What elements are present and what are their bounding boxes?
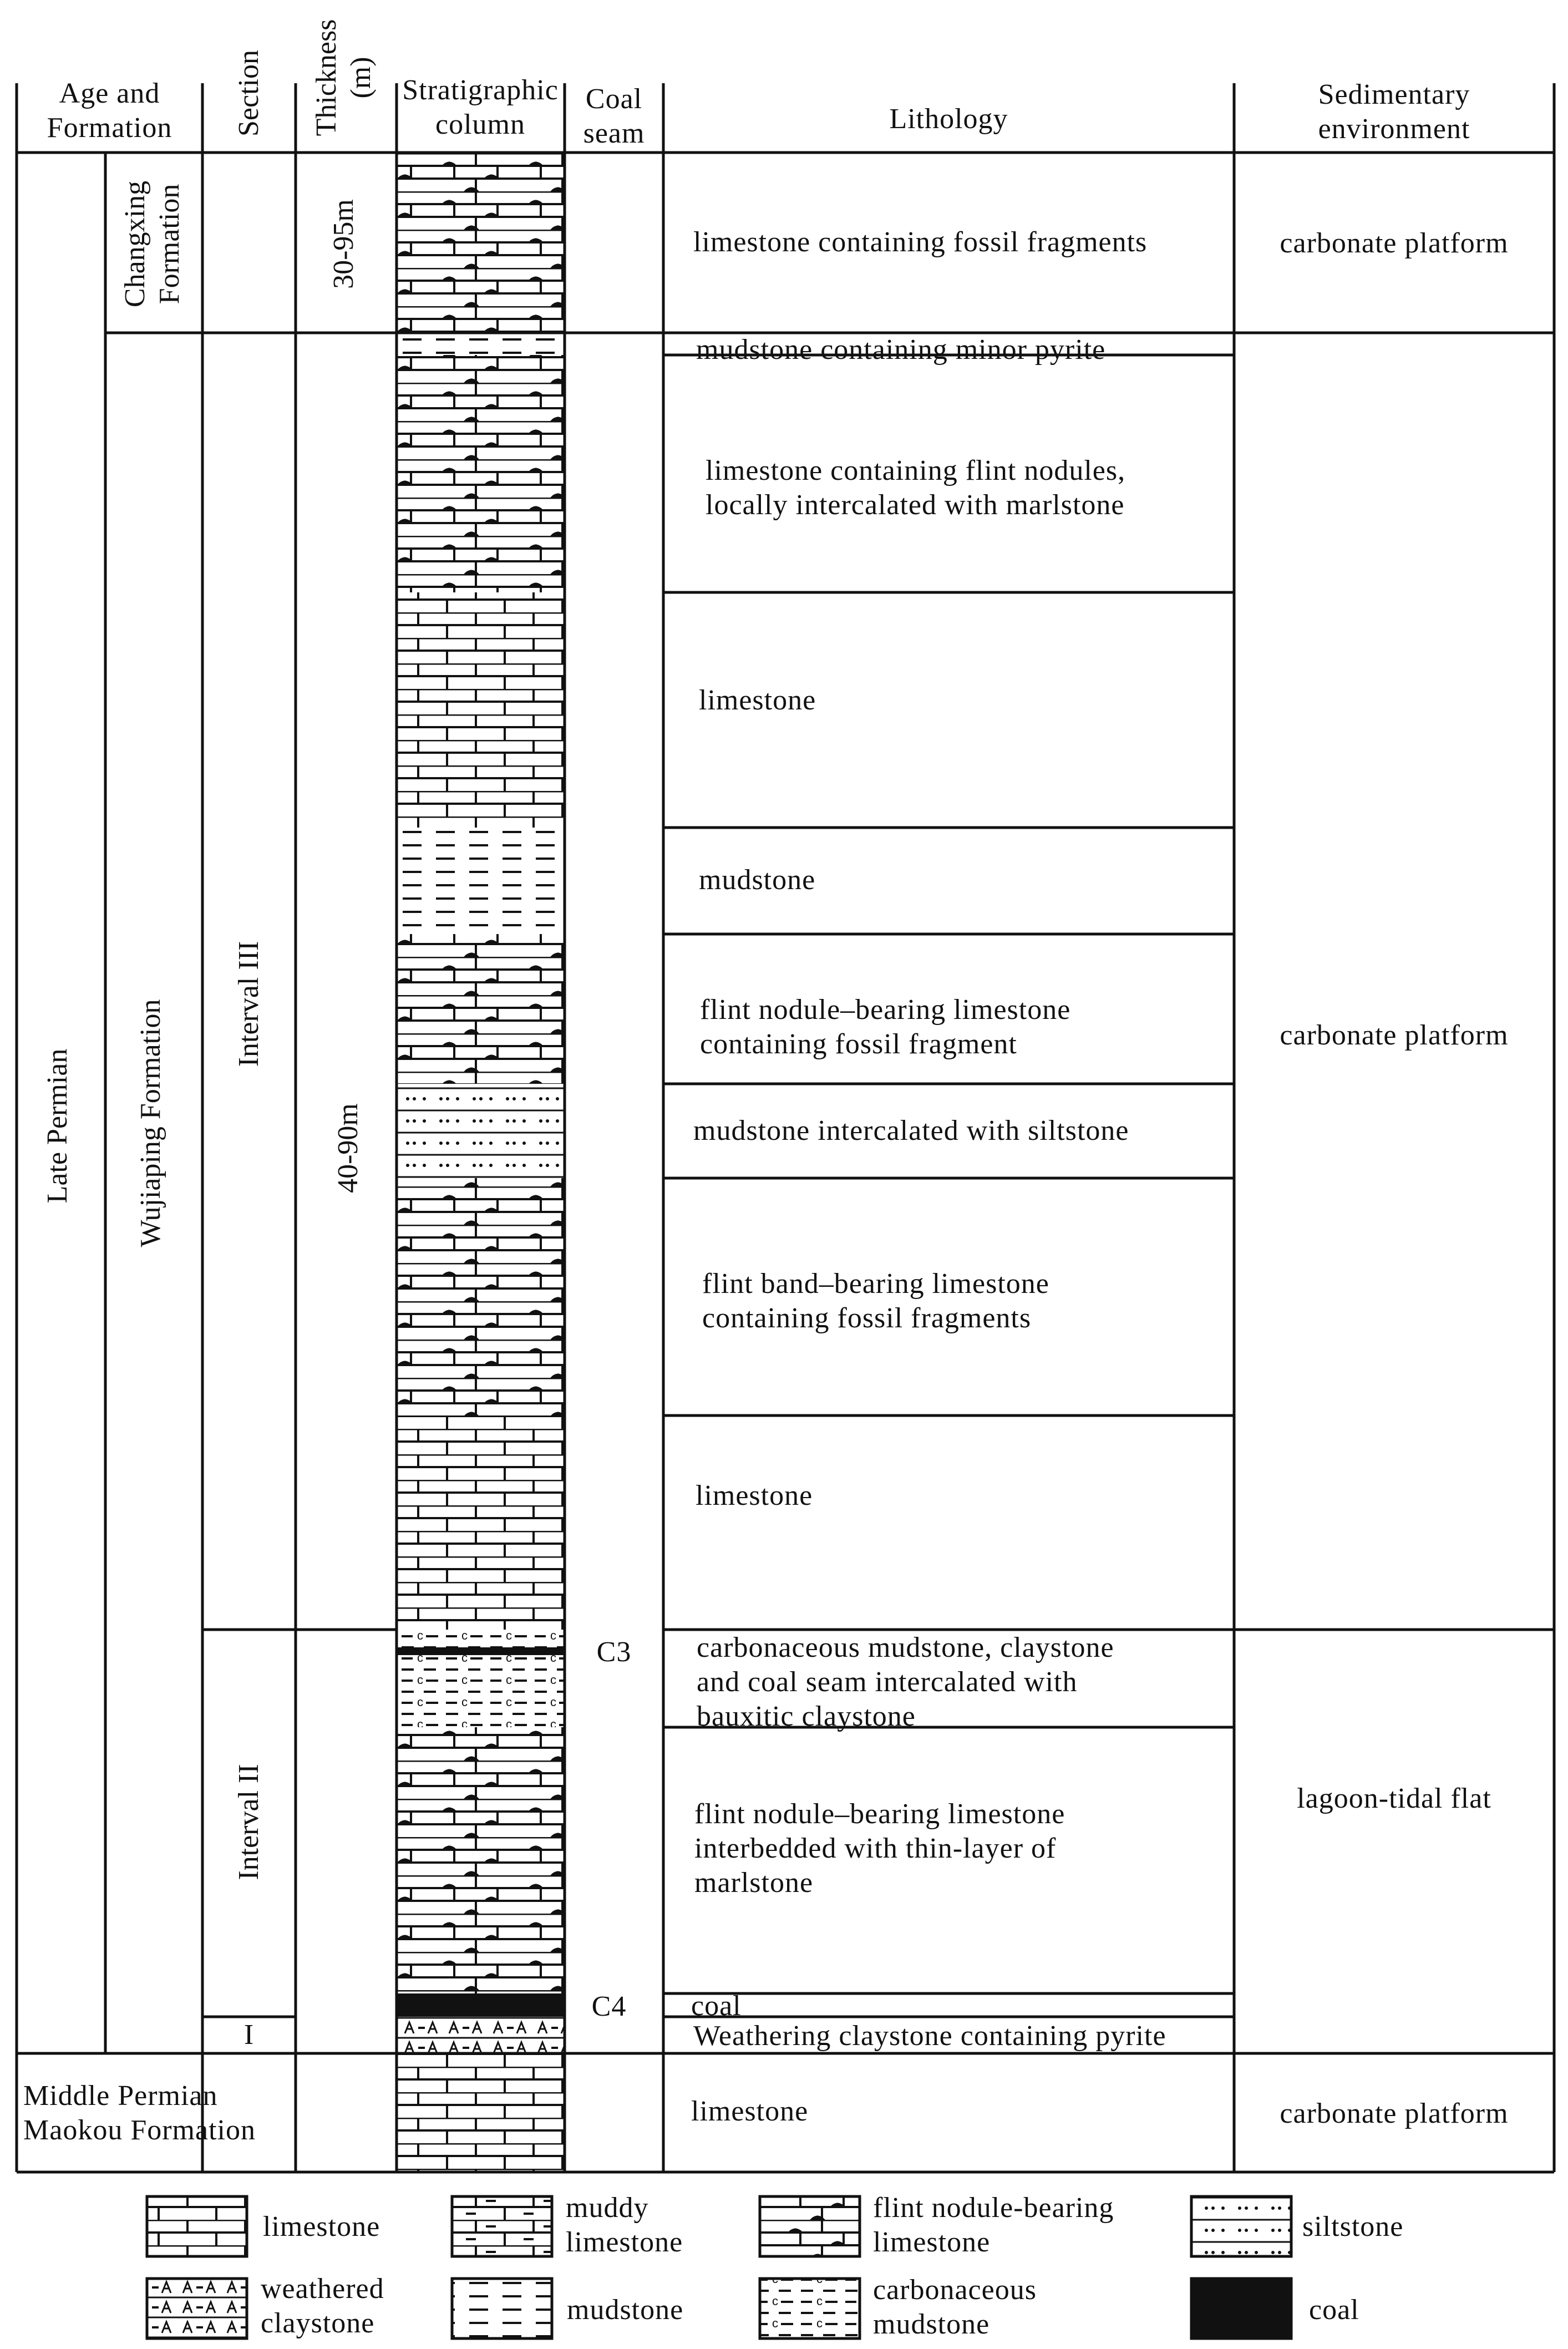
legend-swatch-carbonaceous-mudstone [760, 2279, 860, 2338]
layer-maokou-limestone [397, 2053, 565, 2172]
legend-label-weathered-claystone: weathered claystone [261, 2273, 384, 2339]
lithology-item: coal [691, 1990, 742, 2022]
legend-label-flint-limestone: flint nodule-bearing limestone [873, 2192, 1114, 2258]
environment-maokou: carbonate platform [1280, 2098, 1509, 2129]
layer-c3-coal [397, 1647, 565, 1655]
environment-wujiaping: carbonate platform [1280, 1019, 1509, 1051]
header-age: Age and Formation [47, 78, 172, 144]
legend-swatch-mudstone [452, 2279, 552, 2338]
layer-carbonaceous [397, 1630, 565, 1727]
lithology-item: mudstone intercalated with siltstone [693, 1115, 1129, 1146]
environment-lagoon: lagoon-tidal flat [1297, 1783, 1491, 1814]
header-section: Section [233, 50, 265, 136]
lithology-item: flint nodule–bearing limestone containing fossil fragment [700, 994, 1071, 1060]
header-coal-seam: Coal seam [583, 83, 645, 149]
lithology-item: limestone containing fossil fragments [693, 226, 1148, 258]
lithology-item: flint band–bearing limestone containing fossil fragments [702, 1268, 1049, 1334]
legend-swatch-coal [1191, 2279, 1291, 2338]
stratigraphic-column [397, 153, 565, 2172]
header-environment: Sedimentary environment [1318, 79, 1470, 145]
lithology-item: limestone containing flint nodules, locally intercalated with marlstone [706, 455, 1126, 521]
lithology-item: carbonaceous mudstone, claystone and coal seam intercalated with bauxitic claystone [697, 1632, 1114, 1732]
legend-label-limestone: limestone [263, 2211, 380, 2243]
legend-swatch-siltstone [1191, 2196, 1291, 2256]
legend-swatch-flint-limestone [760, 2196, 860, 2256]
layer-flint-band-limestone [397, 1178, 565, 1416]
legend-label-mudstone: mudstone [567, 2294, 684, 2326]
layer-changxing-limestone [397, 153, 565, 333]
layer-limestone-2 [397, 1416, 565, 1630]
formation-wujiaping: Wujiaping Formation [135, 999, 166, 1247]
lithology-item: limestone [691, 2096, 809, 2127]
lithology-item: Weathering claystone containing pyrite [693, 2020, 1166, 2052]
thickness-wujiaping: 40-90m [332, 1103, 364, 1193]
lithology-item: flint nodule–bearing limestone interbedded with thin-layer of marlstone [694, 1798, 1065, 1899]
legend-swatch-weathered-claystone [147, 2279, 247, 2338]
layer-limestone-1 [397, 592, 565, 828]
layer-weathered-claystone [397, 2017, 565, 2053]
layer-c4-coal [397, 1993, 565, 2017]
layer-pyrite-mudstone [397, 333, 565, 355]
legend-label-muddy-limestone: muddy limestone [566, 2192, 683, 2258]
layer-flint-limestone-2 [397, 934, 565, 1084]
lithology-item: limestone [699, 684, 816, 716]
legend-swatch-muddy-limestone [452, 2196, 552, 2256]
legend-label-carbonaceous-mudstone: carbonaceous mudstone [873, 2274, 1037, 2340]
lithology-item: mudstone [699, 864, 816, 896]
age-middle-permian: Middle Permian Maokou Formation [23, 2080, 256, 2146]
coal-seam-c3: C3 [596, 1636, 632, 1668]
section-interval-ii: Interval II [233, 1764, 265, 1880]
thickness-changxing: 30-95m [328, 199, 359, 289]
environment-changxing: carbonate platform [1280, 227, 1509, 259]
layer-mudstone-siltstone [397, 1084, 565, 1178]
section-interval-i: I [243, 2019, 255, 2051]
legend-label-siltstone: siltstone [1302, 2211, 1404, 2243]
header-lithology: Lithology [889, 103, 1008, 135]
layer-flint-limestone-3 [397, 1727, 565, 1993]
age-late-permian: Late Permian [42, 1048, 73, 1204]
header-thickness: Thickness (m) [311, 19, 377, 136]
coal-seam-c4: C4 [591, 1991, 627, 2022]
formation-changxing: Changxing Formation [119, 180, 185, 308]
lithology-item: limestone [696, 1480, 813, 1511]
section-interval-iii: Interval III [233, 941, 265, 1067]
layer-mudstone-1 [397, 828, 565, 934]
header-column: Stratigraphic column [402, 74, 559, 140]
legend-swatch-limestone [147, 2196, 247, 2256]
layer-flint-limestone-1 [397, 355, 565, 592]
lithology-item: mudstone containing minor pyrite [696, 334, 1106, 366]
legend-label-coal: coal [1309, 2294, 1359, 2326]
